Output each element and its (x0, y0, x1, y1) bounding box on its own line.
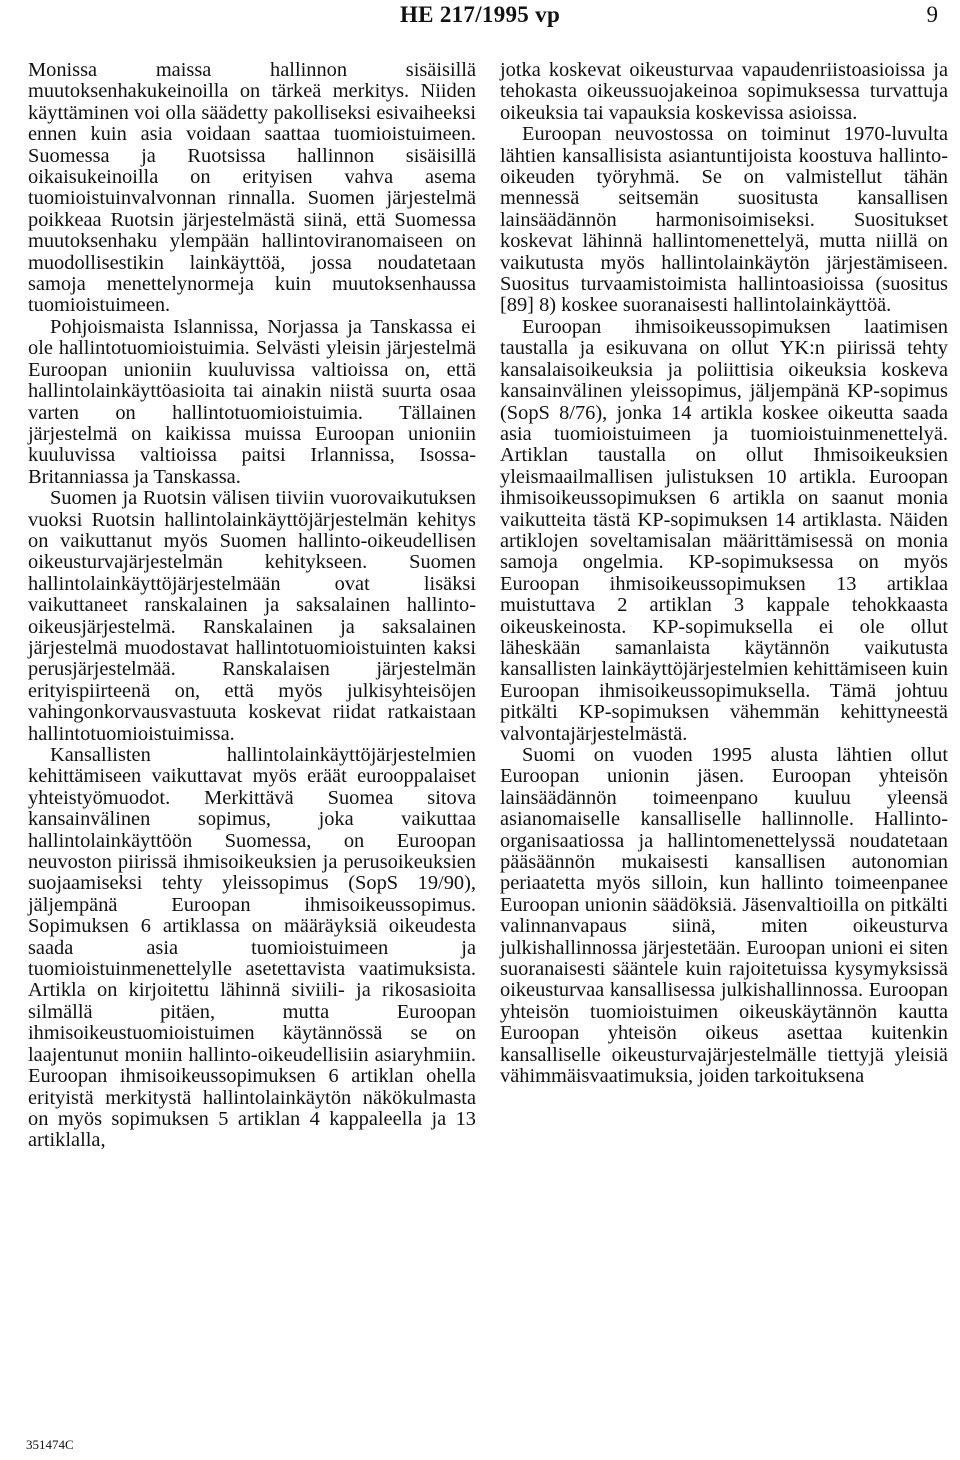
right-text-column (500, 60, 948, 1088)
page-number: 9 (926, 2, 938, 27)
paragraph: Monissa maissa hallinnon sisäisillä muutoksenhakukeinoilla on tärkeä merkitys. Niiden käyttäminen voi olla säädetty pakolliseksi esivaiheeksi ennen kuin asia voidaan saattaa tuomioistuimeen. Suomessa ja Ruotsissa hallinnon sisäisillä oikaisukeinoilla on erityisen vahva asema tuomioistuinvalvonnan rinnalla. Suomen järjestelmä poikkeaa Ruotsin järjestelmästä siinä, että Suomessa muutoksenhaku ylempään hallintoviranomaiseen on muodollisestikin lainkäyttöä, jossa noudatetaan samoja menettelynormeja kuin muutoksenhaussa tuomioistuimeen. (28, 59, 476, 317)
paragraph: Suomen ja Ruotsin välisen tiiviin vuorovaikutuksen vuoksi Ruotsin hallintolainkäyttöjärjestelmän kehitys on vaikuttanut myös Suomen hallinto-oikeudellisen oikeusturvajärjestelmän kehitykseen. Suomen hallintolainkäyttöjärjestelmään ovat lisäksi vaikuttaneet ranskalainen ja saksalainen hallinto-oikeusjärjestelmä. Ranskalainen ja saksalainen järjestelmä muodostavat hallintotuomioistuinten kaksi perusjärjestelmää. Ranskalaisen järjestelmän erityispiirteenä on, että myös julkisyhteisöjen vahingonkorvausvastuuta koskevat riidat ratkaistaan hallintotuomioistuimissa. (28, 487, 476, 745)
paragraph: Suomi on vuoden 1995 alusta lähtien ollut Euroopan unionin jäsen. Euroopan yhteisön lainsäädännön toimeenpano kuuluu yleensä asianomaiselle kansalliselle hallinnolle. Hallinto-organisaatiossa ja hallintomenettelyssä noudatetaan pääsäännön mukaisesti kansallisen autonomian periaatetta myös silloin, kun hallinto toimeenpanee Euroopan unionin säädöksiä. Jäsenvaltioilla on pitkälti valinnanvapaus siinä, miten oikeusturva julkishallinnossa järjestetään. Euroopan unioni ei siten suoranaisesti sääntele kuin rajoitetuissa kysymyksissä oikeusturvaa kansallisessa julkishallinnossa. Euroopan yhteisön tuomioistuimen oikeuskäytännön kautta Euroopan yhteisön oikeus asettaa kuitenkin kansalliselle oikeusturvajärjestelmälle tiettyjä yleisiä vähimmäisvaatimuksia, joiden tarkoituksena (500, 744, 948, 1088)
paragraph-continuation: jotka koskevat oikeusturvaa vapaudenriistoasioissa ja tehokasta oikeussuojakeinoa sopimuksessa turvattuja oikeuksia tai vapauksia koskevissa asioissa. (500, 59, 948, 124)
footer-print-code: 351474C (26, 1437, 74, 1452)
paragraph: Kansallisten hallintolainkäyttöjärjestelmien kehittämiseen vaikuttavat myös eräät eurooppalaiset yhteistyömuodot. Merkittävä Suomea sitova kansainvälinen sopimus, joka vaikuttaa hallintolainkäyttöön Suomessa, on Euroopan neuvoston piirissä ihmisoikeuksien ja perusoikeuksien suojaamiseksi tehty yleissopimus (SopS 19/90), jäljempänä Euroopan ihmisoikeussopimus. Sopimuksen 6 artiklassa on määräyksiä oikeudesta saada asia tuomioistuimeen ja tuomioistuinmenettelylle asetettavista vaatimuksista. Artikla on kirjoitettu lähinnä siviili- ja rikosasioita silmällä pitäen, mutta Euroopan ihmisoikeustuomioistuimen käytännössä se on laajentunut moniin hallinto-oikeudellisiin asiaryhmiin. Euroopan ihmisoikeussopimuksen 6 artiklan ohella erityistä merkitystä hallintolainkäytön näkökulmasta on myös sopimuksen 5 artiklan 4 kappaleella ja 13 artiklalla, (28, 744, 476, 1152)
document-header-title: HE 217/1995 vp (399, 2, 561, 27)
paragraph: Euroopan ihmisoikeussopimuksen laatimisen taustalla ja esikuvana on ollut YK:n piirissä tehty kansalaisoikeuksia ja poliittisia oikeuksia koskeva kansainvälinen yleissopimus, jäljempänä KP-sopimus (SopS 8/76), jonka 14 artikla koskee oikeutta saada asia tuomioistuimeen ja tuomioistuinmenettelyä. Artiklan taustalla on ollut Ihmisoikeuksien yleismaailmallisen julistuksen 10 artikla. Euroopan ihmisoikeussopimuksen 6 artikla on saanut monia vaikutteita tästä KP-sopimuksen 14 artiklasta. Näiden artiklojen soveltamisalan määrittämisessä on monia samoja ongelmia. KP-sopimuksessa on myös Euroopan ihmisoikeussopimuksen 13 artiklaa muistuttava 2 artiklan 3 kappale tehokkaasta oikeuskeinosta. KP-sopimuksella ei ole ollut läheskään samanlaista käytännön vaikutusta kansallisten lainkäyttöjärjestelmien kehittämiseen kuin Euroopan ihmisoikeussopimuksella. Tämä johtuu pitkälti KP-sopimuksen vähemmän kehittyneestä valvontajärjestelmästä. (500, 315, 948, 745)
left-text-column (28, 60, 476, 1152)
paragraph: Pohjoismaista Islannissa, Norjassa ja Tanskassa ei ole hallintotuomioistuimia. Selvästi yleisin järjestelmä Euroopan unioniin kuuluvissa valtioissa on, että hallintolainkäyttöasioita tai ainakin niistä suurta osaa varten on hallintotuomioistuimia. Tällainen järjestelmä on kaikissa muissa Euroopan unioniin kuuluvissa valtioissa paitsi Irlannissa, Isossa-Britanniassa ja Tanskassa. (28, 315, 476, 488)
paragraph: Euroopan neuvostossa on toiminut 1970-luvulta lähtien kansallisista asiantuntijoista koostuva hallinto-oikeuden työryhmä. Se on valmistellut tähän mennessä seitsemän suositusta kansallisen lainsäädännön harmonisoimiseksi. Suositukset koskevat lähinnä hallintomenettelyä, mutta niillä on vaikutusta myös hallintolainkäytön järjestämiseen. Suositus turvaamistoimista hallintoasioissa (suositus [89] 8) koskee suoranaisesti hallintolainkäyttöä. (500, 123, 948, 317)
